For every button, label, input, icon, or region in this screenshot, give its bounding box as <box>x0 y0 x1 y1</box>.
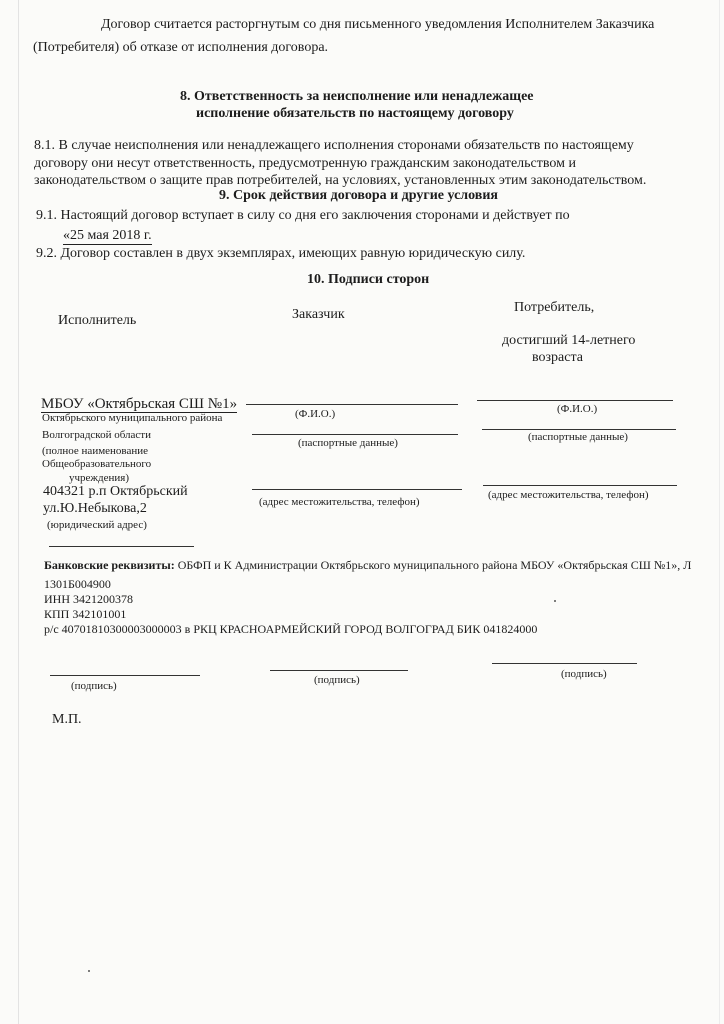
bank-details-account: р/с 40701810300003000003 в РКЦ КРАСНОАРМЕЙСКИЙ ГОРОД ВОЛГОГРАД БИК 041824000 <box>44 622 538 636</box>
customer-address-line <box>252 489 462 490</box>
section9-heading: 9. Срок действия договора и другие условия <box>219 188 498 203</box>
customer-fio-line <box>246 404 458 405</box>
customer-fio-label: (Ф.И.О.) <box>295 408 336 420</box>
signature-line-2 <box>270 670 408 671</box>
bank-details-line-2: 1301Б004900 <box>44 577 111 591</box>
scan-edge-right <box>719 0 720 1024</box>
executor-address-line-1: 404321 р.п Октябрьский <box>43 484 188 499</box>
column-header-consumer-line-1: Потребитель, <box>514 300 595 315</box>
customer-address-label: (адрес местожительства, телефон) <box>259 496 420 508</box>
executor-detail-line-4: Общеобразовательного <box>42 458 152 470</box>
executor-address-line-2: ул.Ю.Небыкова,2 <box>43 501 147 516</box>
consumer-address-label: (адрес местожительства, телефон) <box>488 489 649 501</box>
section9-end-date: «25 мая 2018 г. <box>63 228 152 243</box>
scan-speck <box>554 600 556 602</box>
column-header-executor: Исполнитель <box>58 313 137 328</box>
column-header-consumer-line-3: возраста <box>532 350 583 365</box>
scan-speck <box>88 970 90 972</box>
section8-paragraph-line-3: законодательством о защите прав потребителей, на условиях, установленных этим законодательством. <box>34 173 647 188</box>
bank-details-line-1 <box>44 558 691 572</box>
customer-passport-line <box>252 434 458 435</box>
section8-paragraph-line-1: 8.1. В случае неисполнения или ненадлежащего исполнения сторонами обязательств по настоящему <box>34 138 634 153</box>
consumer-passport-line <box>482 429 676 430</box>
executor-detail-line-3: (полное наименование <box>42 445 149 457</box>
section8-heading-line-2: исполнение обязательств по настоящему договору <box>196 106 514 121</box>
section10-heading: 10. Подписи сторон <box>307 272 430 287</box>
executor-detail-line-5: учреждения) <box>69 472 129 484</box>
column-header-customer: Заказчик <box>292 307 345 322</box>
signature-label-1: (подпись) <box>71 680 117 692</box>
executor-detail-line-1: Октябрьского муниципального района <box>42 412 223 424</box>
signature-line-3 <box>492 663 637 664</box>
consumer-passport-label: (паспортные данные) <box>528 431 628 443</box>
executor-detail-line-2: Волгоградской области <box>42 429 151 441</box>
column-header-consumer-line-2: достигший 14-летнего <box>502 333 636 348</box>
consumer-fio-label: (Ф.И.О.) <box>557 403 598 415</box>
customer-passport-label: (паспортные данные) <box>298 437 398 449</box>
stamp-placeholder: М.П. <box>52 712 82 727</box>
section8-paragraph-line-2: договору они несут ответственность, предусмотренную гражданским законодательством и <box>34 156 576 171</box>
intro-line-1: Договор считается расторгнутым со дня письменного уведомления Исполнителем Заказчика <box>101 17 655 32</box>
bank-details-kpp: КПП 342101001 <box>44 607 127 621</box>
signature-label-3: (подпись) <box>561 668 607 680</box>
section9-paragraph-1: 9.1. Настоящий договор вступает в силу со дня его заключения сторонами и действует по <box>36 208 570 223</box>
intro-line-2: (Потребителя) об отказе от исполнения договора. <box>33 40 329 55</box>
bank-details-label: Банковские реквизиты: <box>44 558 175 572</box>
executor-address-label: (юридический адрес) <box>47 519 147 531</box>
bank-details-line-1-text: ОБФП и К Администрации Октябрьского муниципального района МБОУ «Октябрьская СШ №1», Л <box>174 558 692 572</box>
executor-blank-line <box>49 546 194 547</box>
executor-name: МБОУ «Октябрьская СШ №1» <box>41 396 238 412</box>
signature-label-2: (подпись) <box>314 674 360 686</box>
signature-line-1 <box>50 675 200 676</box>
section8-heading-line-1: 8. Ответственность за неисполнение или ненадлежащее <box>180 89 534 104</box>
section9-paragraph-2: 9.2. Договор составлен в двух экземплярах, имеющих равную юридическую силу. <box>36 246 526 261</box>
consumer-address-line <box>483 485 677 486</box>
bank-details-inn: ИНН 3421200378 <box>44 592 133 606</box>
scan-edge-left <box>18 0 19 1024</box>
consumer-fio-line <box>477 400 673 401</box>
